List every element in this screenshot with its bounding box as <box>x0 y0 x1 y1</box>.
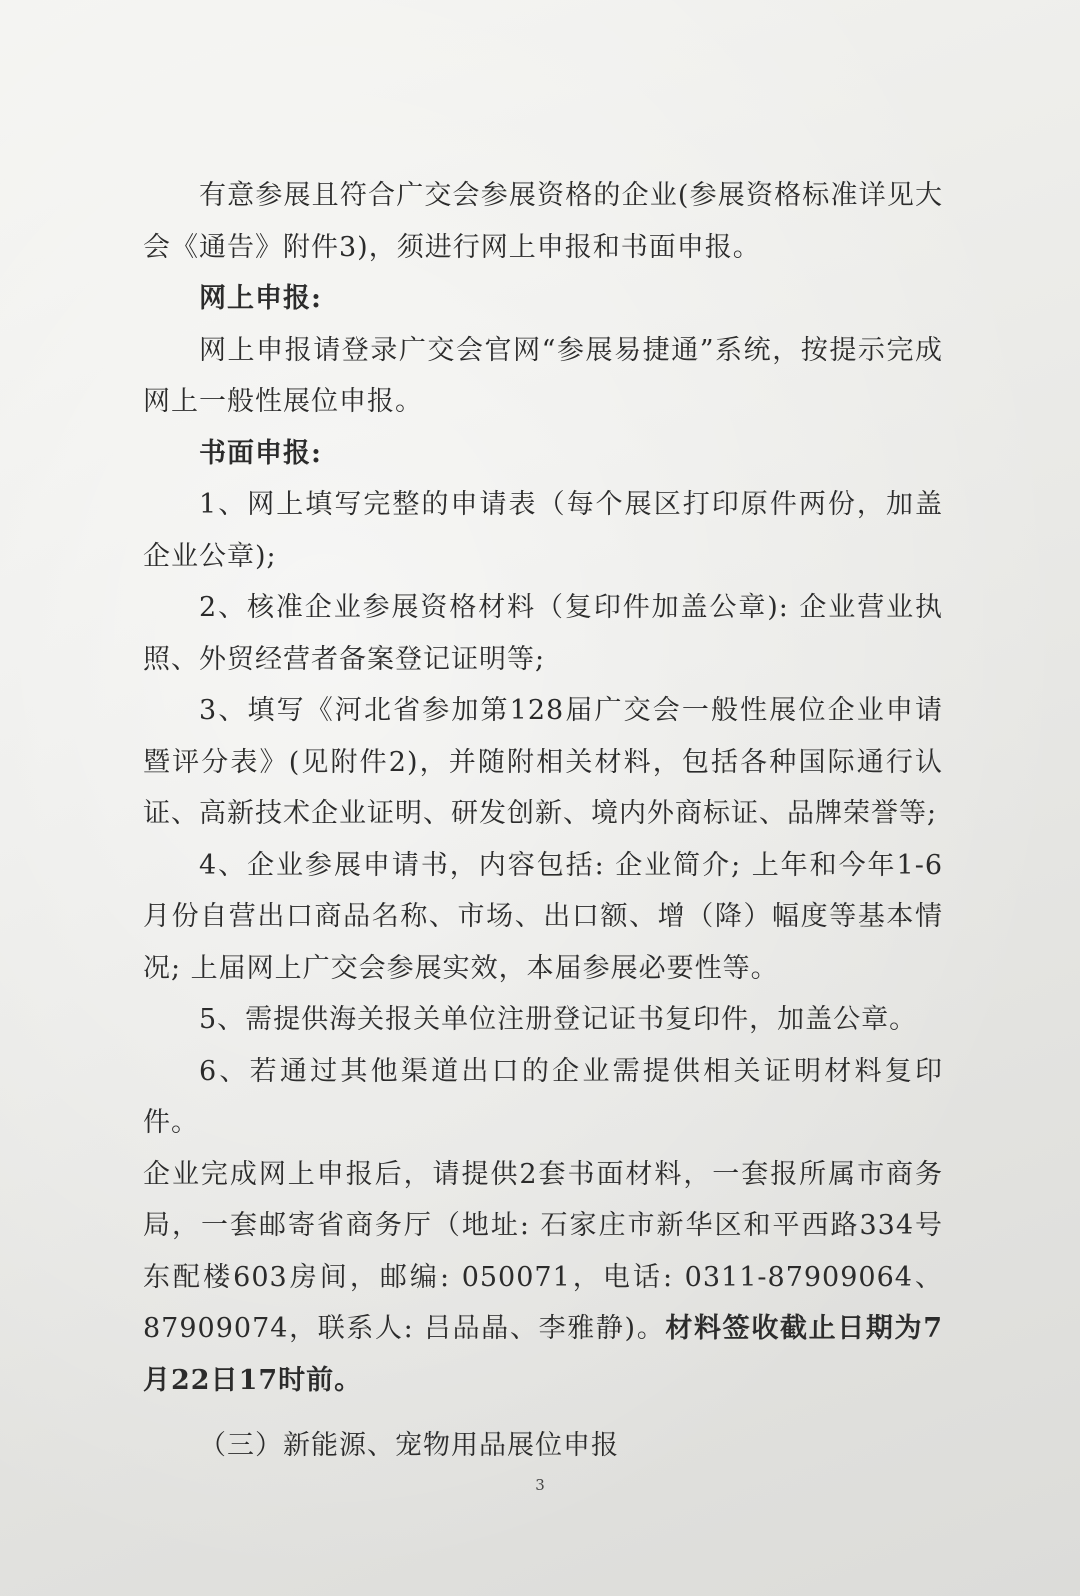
online-application-heading: 网上申报: <box>199 283 322 314</box>
list-item: 4、企业参展申请书，内容包括: 企业简介; 上年和今年1-6月份自营出口商品名称、市场、出口额、增（降）幅度等基本情况; 上届网上广交会参展实效，本届参展必要性等。 <box>143 849 943 984</box>
written-application-heading: 书面申报: <box>199 437 322 469</box>
submission-text: 企业完成网上申报后，请提供2套书面材料，一套报所属市商务局，一套邮寄省商务厅（地址: 石家庄市新华区和平西路334号东配楼603房间，邮编: 050071，电话: 0311-87909064、87909074，联系人: 吕品晶、李雅静)。 <box>143 1158 943 1344</box>
submission-paragraph <box>143 1149 943 1407</box>
list-item: 6、若通过其他渠道出口的企业需提供相关证明材料复印件。 <box>143 1055 943 1138</box>
intro-paragraph: 有意参展且符合广交会参展资格的企业(参展资格标准详见大会《通告》附件3)，须进行网上申报和书面申报。 <box>143 180 943 263</box>
list-item: 2、核准企业参展资格材料（复印件加盖公章): 企业营业执照、外贸经营者备案登记证明等; <box>143 592 943 675</box>
deadline-text: 材料签收截止日期为7月22日17时前。 <box>143 1313 943 1396</box>
page-number: 3 <box>535 1476 545 1494</box>
section-heading: （三）新能源、宠物用品展位申报 <box>199 1430 619 1461</box>
list-item: 5、需提供海关报关单位注册登记证书复印件，加盖公章。 <box>199 1004 918 1035</box>
list-item: 1、网上填写完整的申请表（每个展区打印原件两份，加盖企业公章); <box>143 489 943 572</box>
list-item: 3、填写《河北省参加第128届广交会一般性展位企业申请暨评分表》(见附件2)，并随附相关材料，包括各种国际通行认证、高新技术企业证明、研发创新、境内外商标证、品牌荣誉等; <box>143 695 943 829</box>
online-application-paragraph: 网上申报请登录广交会官网“参展易捷通”系统，按提示完成网上一般性展位申报。 <box>143 334 943 417</box>
document-body <box>143 170 943 1472</box>
